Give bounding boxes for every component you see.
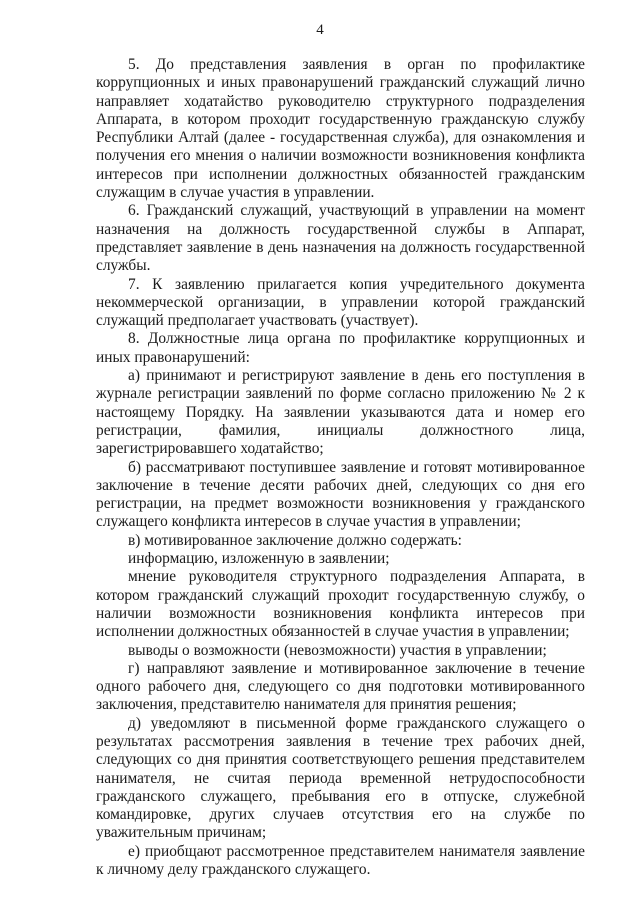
item-d: д) уведомляют в письменной форме гражданского служащего о результатах рассмотрения заявления в течение трех рабочих дней, следующих со дня принятия соответствующего решения представителем нанимателя, не считая периода временной нетрудоспособности гражданского служащего, пребывания его в отпуске, служебной командировке, других случаев отсутствия его на службе по уважительным причинам;: [96, 714, 585, 842]
item-g: г) направляют заявление и мотивированное заключение в течение одного рабочего дня, следующего со дня подготовки мотивированного заключения, представителю нанимателя для принятия решения;: [96, 659, 585, 714]
paragraph-6: 6. Гражданский служащий, участвующий в управлении на момент назначения на должность государственной службы в Аппарат, представляет заявление в день назначения на должность государственной службы.: [96, 202, 585, 275]
document-body: [96, 56, 585, 879]
paragraph-5: 5. До представления заявления в орган по профилактике коррупционных и иных правонарушений гражданский служащий лично направляет ходатайство руководителю структурного подразделения Аппарата, в котором проходит государственную гражданскую службу Республики Алтай (далее - государственная служба), для ознакомления и получения его мнения о наличии возможности возникновения конфликта интересов при исполнении должностных обязанностей гражданским служащим в случае участия в управлении.: [96, 56, 585, 202]
item-e: е) приобщают рассмотренное представителем нанимателя заявление к личному делу гражданского служащего.: [96, 842, 585, 879]
item-v-conclusions: выводы о возможности (невозможности) участия в управлении;: [128, 641, 547, 659]
item-a: а) принимают и регистрируют заявление в день его поступления в журнале регистрации заявлений по форме согласно приложению № 2 к настоящему Порядку. На заявлении указываются дата и номер его регистрации, фамилия, инициалы должностного лица, зарегистрировавшего ходатайство;: [96, 367, 585, 458]
item-b: б) рассматривают поступившее заявление и готовят мотивированное заключение в течение десяти рабочих дней, следующих со дня его регистрации, на предмет возможности возникновения у гражданского служащего конфликта интересов в случае участия в управлении;: [96, 458, 585, 531]
item-v-opinion: мнение руководителя структурного подразделения Аппарата, в котором гражданский служащий проходит государственную службу, о наличии возможности возникновения конфликта интересов при исполнении должностных обязанностей в случае участия в управлении;: [96, 568, 585, 641]
paragraph-7: 7. К заявлению прилагается копия учредительного документа некоммерческой организации, в управлении которой гражданский служащий предполагает участвовать (участвует).: [96, 275, 585, 330]
item-v-info: информацию, изложенную в заявлении;: [128, 550, 390, 568]
item-v: в) мотивированное заключение должно содержать:: [128, 531, 462, 549]
paragraph-8: 8. Должностные лица органа по профилактике коррупционных и иных правонарушений:: [96, 330, 585, 366]
page-number: 4: [316, 22, 324, 38]
